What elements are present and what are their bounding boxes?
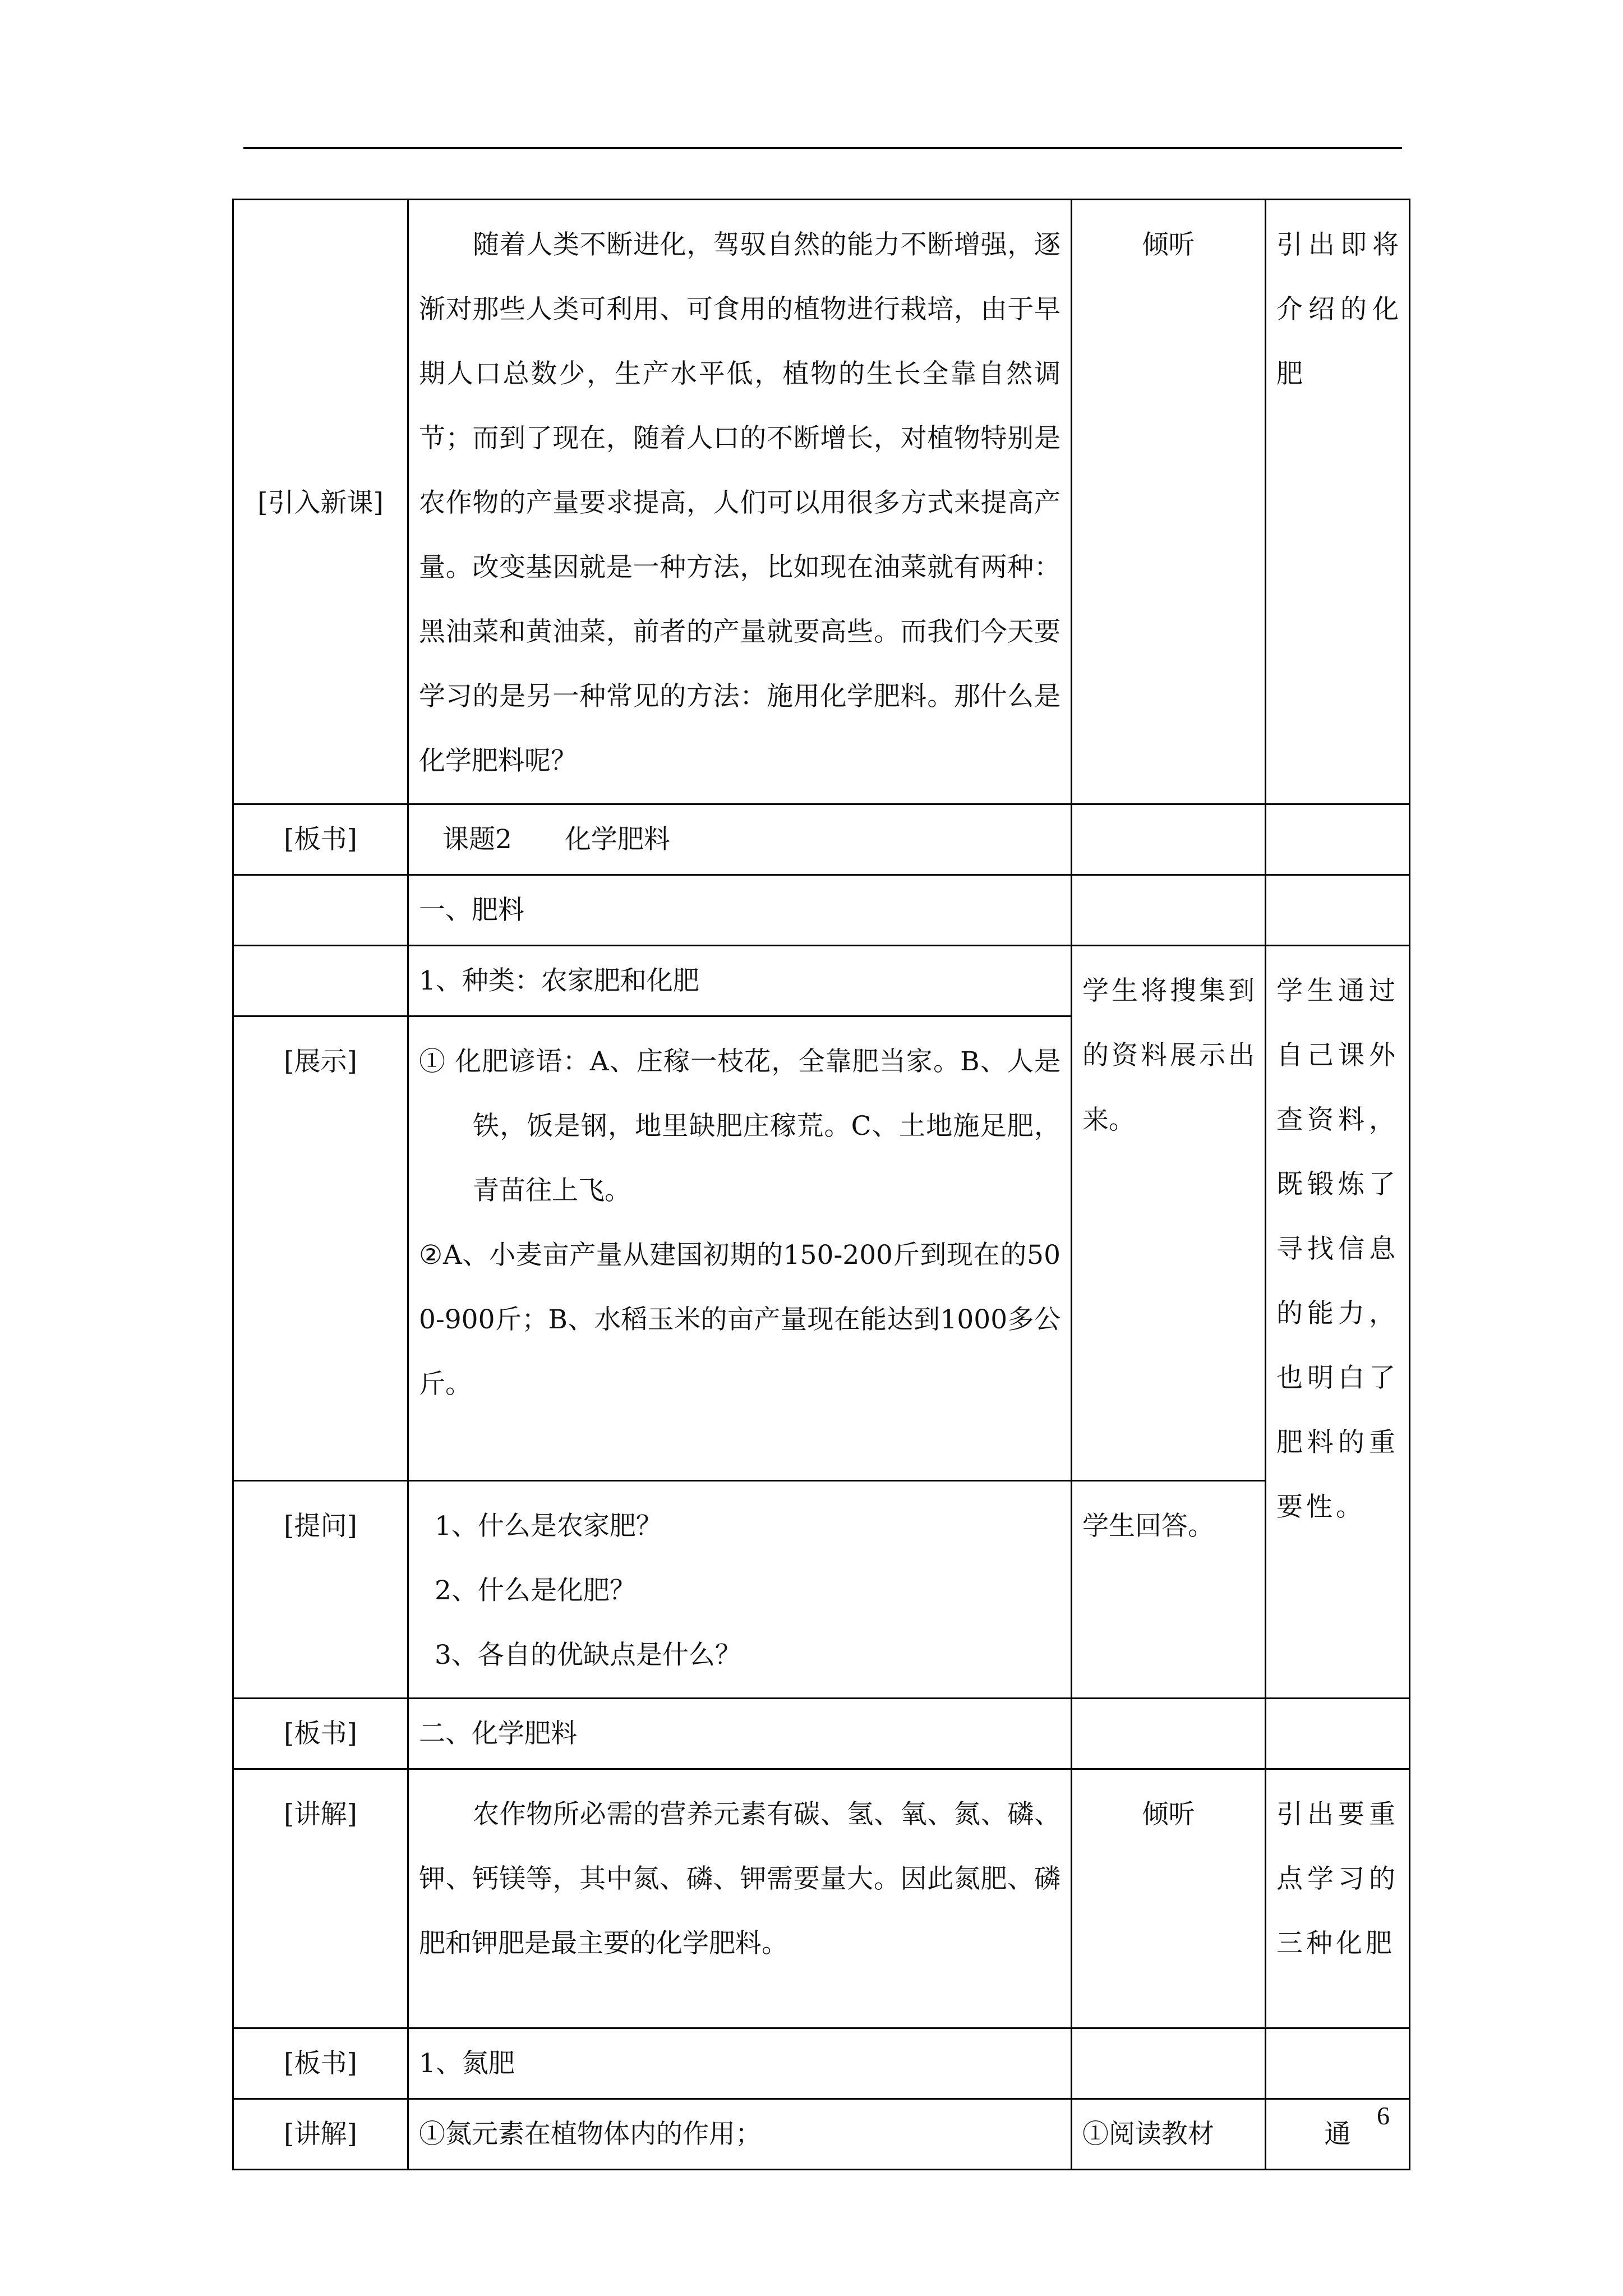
student-activity-cell — [1072, 946, 1266, 1481]
section-heading: 二、化学肥料 — [419, 1718, 577, 1749]
activity-label: [板书] — [284, 2048, 357, 2079]
explanation-item: ①氮元素在植物体内的作用； — [419, 2119, 762, 2150]
lesson-plan-table — [232, 199, 1410, 2170]
activity-label: [板书] — [284, 1718, 357, 1749]
yield-item: ②A、小麦亩产量从建国初期的150-200斤到现在的500-900斤；B、水稻玉米的亩产量现在能达到1000多公斤。 — [419, 1240, 1061, 1400]
page-number: 6 — [1377, 2101, 1390, 2130]
content-cell — [408, 1481, 1072, 1699]
table-row — [233, 875, 1410, 946]
section-heading: 1、氮肥 — [419, 2048, 515, 2079]
design-intent-cell — [1266, 804, 1410, 875]
intro-paragraph: 随着人类不断进化，驾驭自然的能力不断增强，逐渐对那些人类可利用、可食用的植物进行栽培，由于早期人口总数少，生产水平低，植物的生长全靠自然调节；而到了现在，随着人口的不断增长，对植物特别是农作物的产量要求提高，人们可以用很多方式来提高产量。改变基因就是一种方法，比如现在油菜就有两种：黑油菜和黄油菜，前者的产量就要高些。而我们今天要学习的是另一种常见的方法：施用化学肥料。那什么是化学肥料呢？ — [419, 229, 1061, 776]
teacher-activity-cell — [233, 1481, 408, 1699]
teacher-activity-cell — [233, 200, 408, 804]
student-activity-text: 倾听 — [1142, 229, 1195, 260]
design-intent-text: 引出即将介绍的化肥 — [1276, 229, 1399, 389]
lesson-title: 课题2 化学肥料 — [442, 824, 670, 855]
question-item: 1、什么是农家肥？ — [435, 1511, 662, 1542]
proverbs-item: ① 化肥谚语：A、庄稼一枝花，全靠肥当家。B、人是铁，饭是钢，地里缺肥庄稼荒。C、土地施足肥，青苗往上飞。 — [419, 1046, 1061, 1206]
question-item: 2、什么是化肥？ — [435, 1575, 636, 1606]
section-heading: 一、肥料 — [419, 895, 524, 926]
content-cell — [408, 804, 1072, 875]
table-row — [233, 1481, 1410, 1699]
design-intent-cell — [1266, 200, 1410, 804]
activity-label: [引入新课] — [257, 487, 384, 518]
student-activity-cell — [1072, 200, 1266, 804]
table-row — [233, 804, 1410, 875]
design-intent-text: 学生通过自己课外查资料，既锻炼了寻找信息的能力，也明白了肥料的重要性。 — [1276, 976, 1399, 1522]
teacher-activity-cell — [233, 1769, 408, 2028]
design-intent-cell — [1266, 946, 1410, 1699]
student-activity-cell — [1072, 875, 1266, 946]
design-intent-text: 通 — [1324, 2119, 1351, 2150]
content-cell — [408, 1769, 1072, 2028]
student-activity-cell — [1072, 1699, 1266, 1769]
design-intent-cell — [1266, 2028, 1410, 2099]
table-row — [233, 2028, 1410, 2099]
student-activity-text: 倾听 — [1142, 1799, 1195, 1830]
student-activity-text: 学生回答。 — [1082, 1511, 1214, 1542]
content-cell — [408, 1699, 1072, 1769]
teacher-activity-cell — [233, 1016, 408, 1481]
student-activity-cell — [1072, 2028, 1266, 2099]
design-intent-cell — [1266, 1769, 1410, 2028]
activity-label: [板书] — [284, 824, 357, 855]
teacher-activity-cell — [233, 804, 408, 875]
header-rule — [243, 147, 1402, 149]
student-activity-text: 学生将搜集到的资料展示出来。 — [1082, 976, 1255, 1135]
table-row — [233, 200, 1410, 804]
student-activity-cell — [1072, 1481, 1266, 1699]
content-cell — [408, 200, 1072, 804]
teacher-activity-cell — [233, 875, 408, 946]
activity-label: [展示] — [284, 1046, 357, 1077]
student-activity-text: ①阅读教材 — [1082, 2119, 1214, 2150]
table-row — [233, 1769, 1410, 2028]
design-intent-cell — [1266, 1699, 1410, 1769]
activity-label: [提问] — [284, 1511, 357, 1542]
activity-label: [讲解] — [284, 1799, 357, 1830]
content-cell — [408, 1016, 1072, 1481]
content-cell — [408, 2028, 1072, 2099]
student-activity-cell — [1072, 2099, 1266, 2170]
table-row — [233, 2099, 1410, 2170]
table-row — [233, 946, 1410, 1016]
content-cell — [408, 2099, 1072, 2170]
content-cell — [408, 946, 1072, 1016]
student-activity-cell — [1072, 1769, 1266, 2028]
teacher-activity-cell — [233, 946, 408, 1016]
question-item: 3、各自的优缺点是什么？ — [435, 1640, 741, 1671]
explanation-paragraph: 农作物所必需的营养元素有碳、氢、氧、氮、磷、钾、钙镁等，其中氮、磷、钾需要量大。因此氮肥、磷肥和钾肥是最主要的化学肥料。 — [419, 1799, 1061, 1959]
activity-label: [讲解] — [284, 2119, 357, 2150]
design-intent-cell — [1266, 875, 1410, 946]
student-activity-cell — [1072, 804, 1266, 875]
table-row — [233, 1699, 1410, 1769]
teacher-activity-cell — [233, 2099, 408, 2170]
content-cell — [408, 875, 1072, 946]
design-intent-text: 引出要重点学习的三种化肥 — [1276, 1799, 1399, 1959]
fertilizer-types: 1、种类：农家肥和化肥 — [419, 965, 699, 996]
teacher-activity-cell — [233, 1699, 408, 1769]
teacher-activity-cell — [233, 2028, 408, 2099]
